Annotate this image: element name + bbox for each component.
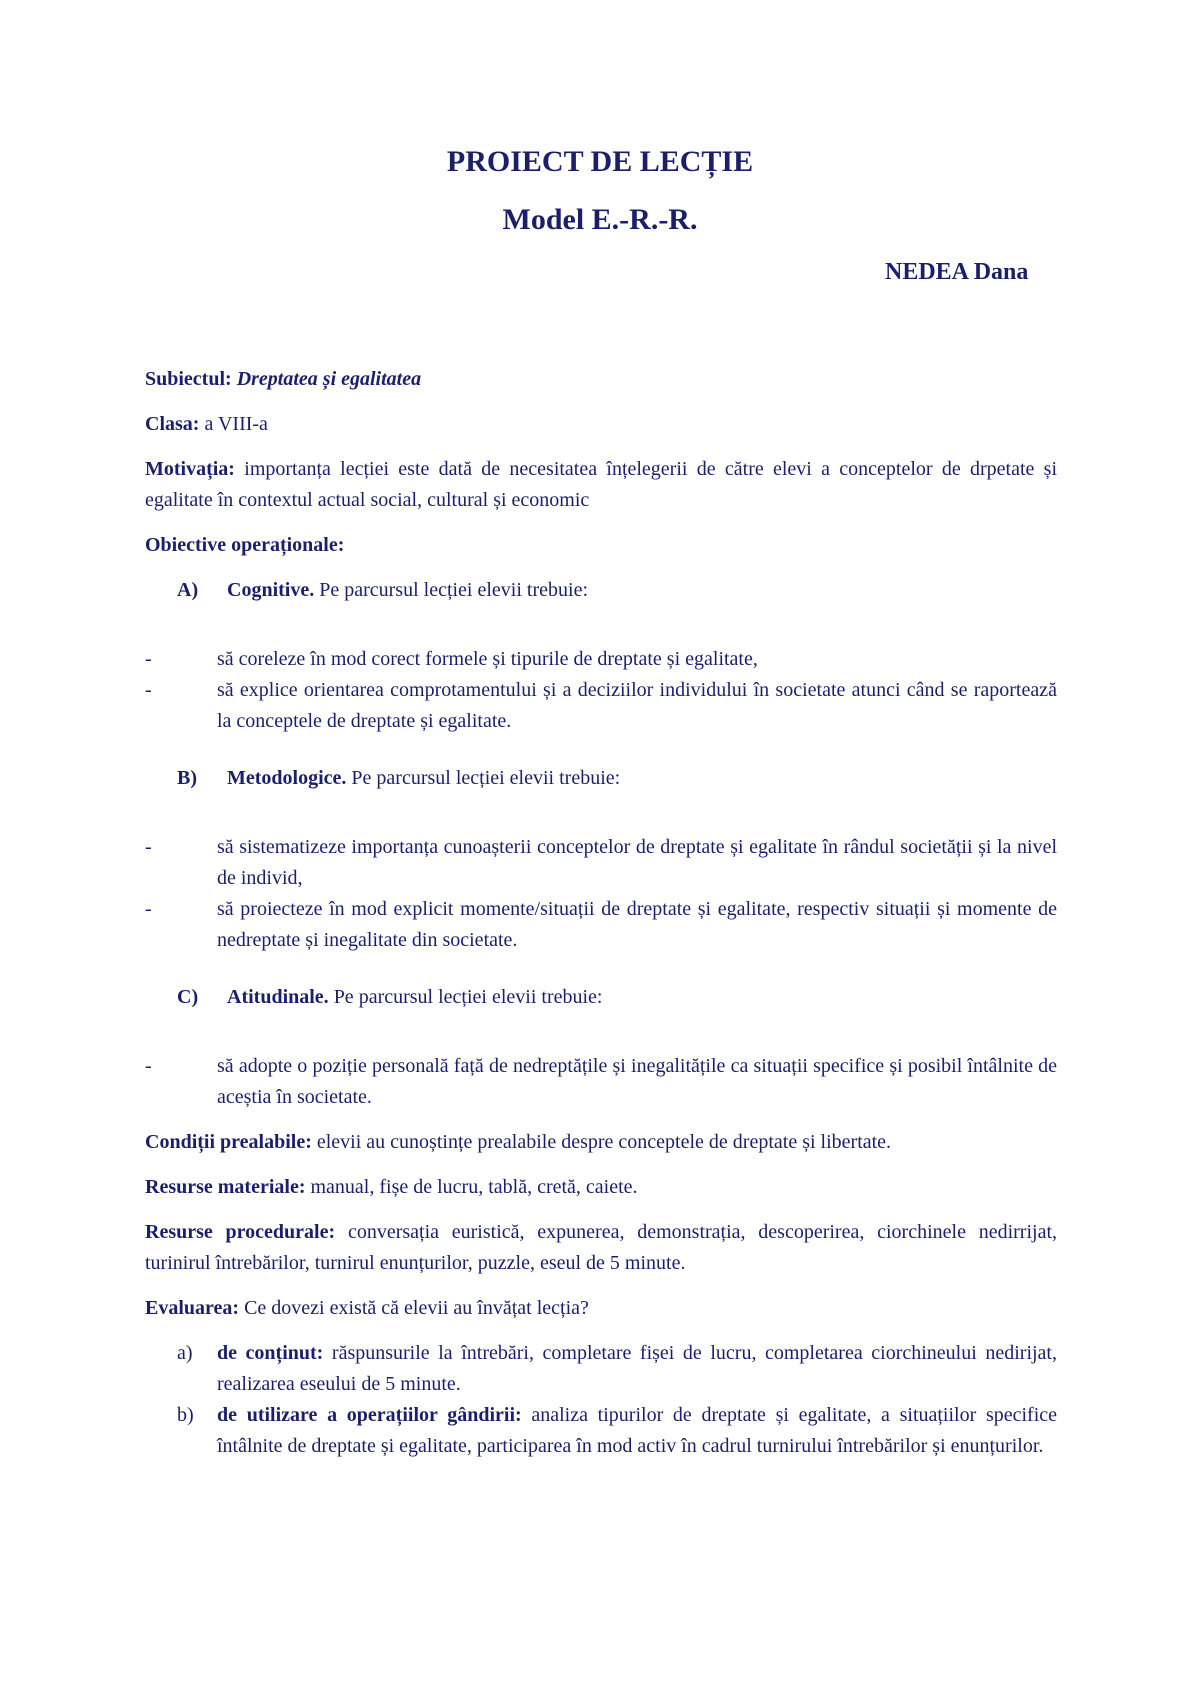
methodological-list xyxy=(145,832,1057,956)
objective-section-methodological xyxy=(145,763,1057,794)
dash-bullet: - xyxy=(145,836,152,858)
section-name: Metodologice. xyxy=(227,767,347,789)
prerequisites-paragraph: Condiții prealabile: elevii au cunoștințe prealabile despre conceptele de dreptate și libertate. xyxy=(145,1131,892,1153)
section-letter: B) xyxy=(177,767,197,789)
class-line xyxy=(145,409,1057,440)
material-resources-label: Resurse materiale: xyxy=(145,1176,306,1198)
cognitive-list xyxy=(145,644,1057,737)
evaluation-item-thinking: b) de utilizare a operațiilor gândirii: analiza tipurilor de dreptate și egalitate, a situațiilor specifice întâlnite de dreptate și egalitate, participarea în mod activ în cadrul turnirului întrebărilor și enunțurilor. xyxy=(177,1404,1058,1457)
author-name: NEDEA Dana xyxy=(885,259,1029,285)
procedural-resources-paragraph: Resurse procedurale: conversația euristică, expunerea, demonstrația, descoperirea, ciorchinele nedirrijat, turinirul întrebărilor, turnirul enunțurilor, puzzle, eseul de 5 minute. xyxy=(145,1221,1058,1274)
document-title: PROIECT DE LECȚIE xyxy=(446,145,754,178)
motivation-label: Motivația: xyxy=(145,458,235,480)
subject-line xyxy=(145,364,1057,395)
section-name: Cognitive. xyxy=(227,579,315,601)
motivation-paragraph xyxy=(145,454,1057,516)
subject-label: Subiectul: xyxy=(145,368,232,390)
list-item: - să explice orientarea comprotamentului și a deciziilor individului în societate atunci când se raportează la conceptele de dreptate și egalitate. xyxy=(145,675,1057,737)
material-resources-paragraph: Resurse materiale: manual, fișe de lucru, tablă, cretă, caiete. xyxy=(145,1176,638,1198)
prerequisites-label: Condiții prealabile: xyxy=(145,1131,312,1153)
list-item: - să sistematizeze importanța cunoașterii conceptelor de dreptate și egalitate în rândul societății și la nivel de individ, xyxy=(145,832,1057,894)
objective-section-cognitive xyxy=(145,575,1057,606)
document-subtitle: Model E.-R.-R. xyxy=(502,203,698,236)
evaluation-label: Evaluarea: xyxy=(145,1297,240,1319)
class-label: Clasa: xyxy=(145,413,200,435)
motivation-text: importanța lecției este dată de necesitatea înțelegerii de către elevi a conceptelor de drpetate și egalitate în contextul actual social, cultural și economic xyxy=(145,458,1057,511)
section-intro: Pe parcursul lecției elevii trebuie: xyxy=(351,767,621,789)
dash-bullet: - xyxy=(145,648,152,670)
document-body xyxy=(145,364,1057,1462)
class-value: a VIII-a xyxy=(204,413,268,435)
section-letter: C) xyxy=(177,986,199,1008)
list-item: - să adopte o poziție personală față de nedreptățile și inegalitățile ca situații specifice și posibil întâlnite de aceștia în societate. xyxy=(145,1051,1057,1113)
dash-bullet: - xyxy=(145,898,152,920)
evaluation-item-content: a) de conținut: răspunsurile la întrebări, completare fișei de lucru, completarea ciorchineului nedirijat, realizarea eseului de 5 minute. xyxy=(177,1342,1057,1395)
evaluation-paragraph: Evaluarea: Ce dovezi există că elevii au învățat lecția? xyxy=(145,1297,589,1319)
procedural-resources-label: Resurse procedurale: xyxy=(145,1221,336,1243)
objectives-heading: Obiective operaționale: xyxy=(145,534,345,556)
list-item: - să proiecteze în mod explicit momente/situații de dreptate și egalitate, respectiv situații și momente de nedreptate și inegalitate din societate. xyxy=(145,894,1057,956)
dash-bullet: - xyxy=(145,1055,152,1077)
subject-value: Dreptatea și egalitatea xyxy=(236,368,422,390)
section-intro: Pe parcursul lecției elevii trebuie: xyxy=(319,579,588,601)
section-letter: A) xyxy=(177,579,199,601)
dash-bullet: - xyxy=(145,679,152,701)
attitudinal-list xyxy=(145,1051,1057,1113)
section-intro: Pe parcursul lecției elevii trebuie: xyxy=(333,986,603,1008)
section-name: Atitudinale. xyxy=(227,986,329,1008)
objective-section-attitudinal xyxy=(145,982,1057,1013)
list-item: - să coreleze în mod corect formele și tipurile de dreptate și egalitate, xyxy=(145,644,1057,675)
